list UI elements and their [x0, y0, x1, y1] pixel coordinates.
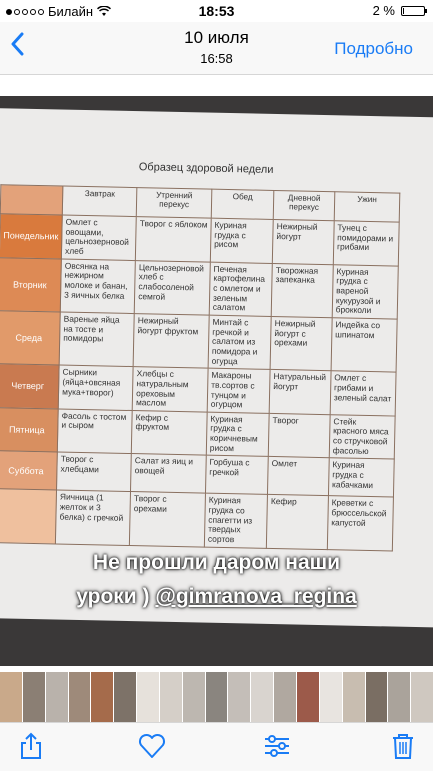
- share-icon[interactable]: [16, 731, 46, 761]
- column-header: Утренний перекус: [136, 188, 211, 219]
- table-cell: Цельнозерновой хлеб с слабосоленой семгой: [134, 260, 210, 315]
- day-label: Понедельник: [0, 214, 62, 259]
- table-row: [0, 257, 398, 319]
- thumbnail-image[interactable]: [69, 672, 91, 722]
- thumbnail-image[interactable]: [343, 672, 365, 722]
- table-cell: Горбуша с гречкой: [205, 456, 268, 495]
- table-cell: Омлет с грибами и зеленый салат: [330, 371, 396, 416]
- thumbnail-image[interactable]: [320, 672, 342, 722]
- nav-subtitle: 16:58: [200, 51, 233, 66]
- thumbnail-image[interactable]: [274, 672, 296, 722]
- thumbnail-image[interactable]: [0, 672, 22, 722]
- thumbnail-image[interactable]: [251, 672, 273, 722]
- table-cell: Яичница (1 желток и 3 белка) с гречкой: [55, 490, 130, 545]
- table-row: [0, 489, 393, 551]
- thumbnail-image[interactable]: [206, 672, 228, 722]
- column-header: Завтрак: [62, 186, 137, 217]
- table-cell: Куриная грудка с рисом: [210, 218, 273, 263]
- bottom-toolbar: [0, 722, 433, 771]
- table-cell: Вареные яйца на тосте и помидоры: [59, 312, 134, 367]
- day-label: Суббота: [0, 451, 57, 490]
- table-cell: Омлет: [268, 457, 330, 496]
- thumbnail-image[interactable]: [228, 672, 250, 722]
- column-header: Ужин: [334, 192, 400, 222]
- table-cell: Кефир: [266, 495, 328, 550]
- day-label: Среда: [0, 311, 60, 366]
- adjust-icon[interactable]: [262, 731, 292, 761]
- trash-icon[interactable]: [388, 731, 418, 761]
- table-cell: Куриная грудка со спагетти из твердых сортов: [204, 494, 267, 549]
- status-time: 18:53: [198, 3, 235, 19]
- table-cell: Куриная грудка с коричневым рисом: [206, 412, 269, 457]
- day-label: Пятница: [0, 408, 58, 453]
- thumbnail-image[interactable]: [160, 672, 182, 722]
- table-cell: Стейк красного мяса со стручковой фасолью: [329, 415, 395, 460]
- table-cell: Куриная грудка с вареной кукурузой и брокколи: [332, 264, 398, 319]
- thumbnail-strip[interactable]: [0, 672, 433, 722]
- table-cell: Салат из яиц и овощей: [131, 454, 207, 494]
- document-paper: [0, 108, 433, 628]
- table-corner: [0, 185, 63, 215]
- table-cell: Тунец с помидорами и грибами: [333, 221, 399, 266]
- table-cell: Фасоль с тостом и сыром: [57, 409, 132, 454]
- carrier-label: Билайн: [48, 4, 94, 19]
- caption-mention: @gimranova_regina: [155, 585, 357, 608]
- nav-title: 10 июля: [184, 28, 249, 47]
- story-caption-line2: [0, 585, 433, 609]
- table-cell: Омлет с овощами, цельнозерновой хлеб: [61, 215, 136, 260]
- day-label: [0, 489, 57, 544]
- day-label: Вторник: [0, 257, 61, 312]
- table-cell: Творожная запеканка: [271, 263, 333, 318]
- document-title: Образец здоровой недели: [138, 161, 274, 176]
- column-header: Дневной перекус: [273, 190, 334, 220]
- story-caption-line1: Не прошли даром наши: [92, 551, 341, 574]
- caption-text: уроки ): [76, 585, 156, 608]
- day-label: Четверг: [0, 364, 59, 409]
- thumbnail-image[interactable]: [411, 672, 433, 722]
- photo-view[interactable]: [0, 96, 433, 666]
- detail-button[interactable]: Подробно: [334, 39, 413, 58]
- table-cell: Творог с хлебцами: [57, 452, 132, 492]
- table-cell: Макароны тв.сортов с тунцом и огурцом: [207, 368, 270, 413]
- heart-icon[interactable]: [137, 731, 167, 761]
- table-cell: Куриная грудка с кабачками: [328, 458, 394, 497]
- thumbnail-image[interactable]: [388, 672, 410, 722]
- status-bar: [0, 0, 433, 22]
- table-cell: Печеная картофелина с омлетом и зеленым салатом: [209, 262, 272, 317]
- thumbnail-image[interactable]: [366, 672, 388, 722]
- table-cell: Кефир с фруктом: [131, 410, 207, 455]
- thumbnail-image[interactable]: [183, 672, 205, 722]
- table-cell: Творог: [268, 413, 330, 458]
- table-cell: Творог с орехами: [130, 492, 206, 547]
- table-cell: Хлебцы с натуральным ореховым маслом: [132, 367, 208, 412]
- table-cell: Индейка со шпинатом: [331, 318, 397, 373]
- table-cell: Минтай с гречкой и салатом из помидора и огурца: [208, 315, 271, 370]
- thumbnail-image[interactable]: [46, 672, 68, 722]
- column-header: Обед: [211, 189, 274, 219]
- battery-percent: 2 %: [372, 3, 395, 18]
- thumbnail-image[interactable]: [297, 672, 319, 722]
- table-cell: Нежирный йогурт: [272, 219, 334, 264]
- table-cell: Сырники (яйца+овсяная мука+творог): [58, 365, 133, 410]
- thumbnail-image[interactable]: [91, 672, 113, 722]
- meal-table: [0, 184, 400, 551]
- thumbnail-image[interactable]: [137, 672, 159, 722]
- status-right: [373, 3, 425, 18]
- table-cell: Креветки с брюссельской капустой: [327, 496, 393, 551]
- table-row: [0, 311, 397, 373]
- table-cell: Овсянка на нежирном молоке и банан, 3 яичных белка: [60, 259, 135, 314]
- thumbnail-image[interactable]: [114, 672, 136, 722]
- table-cell: Нежирный йогурт фруктом: [133, 313, 209, 368]
- thumbnail-image[interactable]: [23, 672, 45, 722]
- table-cell: Творог с яблоком: [136, 217, 212, 262]
- table-cell: Натуральный йогурт: [269, 370, 331, 415]
- navigation-bar: [0, 22, 433, 75]
- table-cell: Нежирный йогурт с орехами: [270, 316, 332, 371]
- battery-icon: [401, 6, 425, 16]
